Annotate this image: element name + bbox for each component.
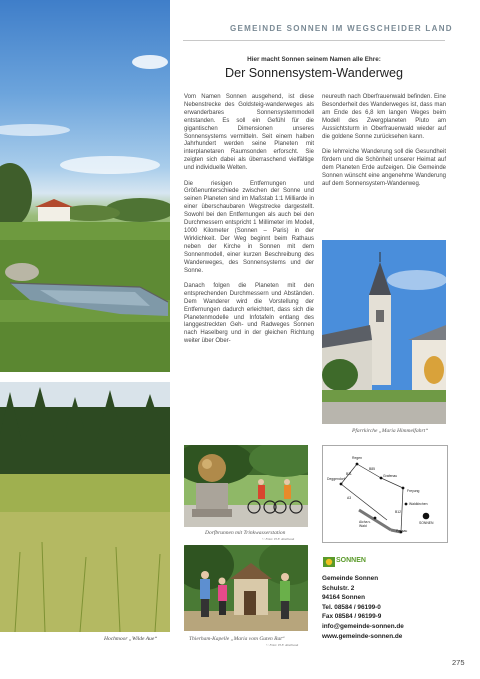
contact-city: 94164 Sonnen: [322, 594, 365, 602]
moor-caption: Hochmoor „Wilde Aue“: [104, 636, 158, 642]
map-label-grafenau: Grafenau: [383, 474, 398, 478]
paragraph: Die riesigen Entfernungen und Größenunterschiede zwischen der Sonne und seinen Planeten sind im Maßstab 1:1 Milliarde in einer überschaubaren Wegstrecke dargestellt. Sowohl bei den Entfernungen als auch bei den Durchmessern entspricht 1 Millimeter im Modell, 1000 Kilometer (Sonnen – Paris) in der Wirklichkeit. Der Weg beginnt beim Rathaus neben der Kirche in Sonnen mit dem Sonnenmodell, einer kurzen Beschreibung des Wanderweges, des Sonnensystems und der Sonne.: [184, 180, 314, 274]
sonnen-logo: [323, 556, 373, 570]
map-label-freyung: Freyung: [407, 489, 420, 493]
map-label-sonnen: SONNEN: [419, 521, 434, 525]
church-photo: [322, 240, 446, 424]
contact-block: [322, 574, 404, 641]
contact-name: Gemeinde Sonnen: [322, 575, 379, 582]
fountain-photo: [184, 445, 308, 527]
contact-website-link[interactable]: www.gemeinde-sonnen.de: [322, 632, 403, 640]
paragraph: Die lehrreiche Wanderung soll die Gesundheit fördern und die Schönheit unserer Heimat auf dem Planeten Erde aufzeigen. Die Gemeinde Sonnen wünscht eine angenehme Wanderung auf dem Sonnensystem-Wanderweg.: [322, 148, 446, 187]
map-label-regen: Regen: [352, 456, 362, 460]
church-illustration: [322, 240, 446, 424]
chapel-caption: Thierham-Kapelle „Maria vom Guten Rat“: [189, 636, 285, 642]
paragraph: Danach folgen die Planeten mit den entsprechenden Durchmessern und Abständen. Dem Wanderer wird die Vorstellung der Entfernungen dadurch erleichtert, dass sich die Planetenmodelle und Infotafeln entlang des langgestreckten Geh- und Radweges Sonnen nach Haselberg und in der gleichen Richtung weiter über Ober-: [184, 282, 314, 345]
article-column-2: [322, 94, 446, 196]
moor-photo: [0, 382, 170, 632]
contact-email-link[interactable]: info@gemeinde-sonnen.de: [322, 622, 404, 630]
chapel-photo-credit: © Foto: H.F. Abelhauk: [266, 643, 299, 647]
fountain-illustration: [184, 445, 308, 527]
map-label-waldkirchen: Waldkirchen: [409, 502, 428, 506]
logo-wordmark: SONNEN: [336, 557, 366, 564]
moor-illustration: [0, 382, 170, 632]
article-column-1: [184, 94, 314, 354]
region-map: [322, 445, 448, 543]
map-roads: [323, 446, 447, 542]
map-label-deggendorf: Deggendorf: [327, 477, 345, 481]
header-divider: [183, 40, 445, 41]
contact-fax: Fax 08584 / 96199-9: [322, 613, 382, 621]
map-label-b11: B11: [346, 472, 352, 476]
map-label-a3: A3: [347, 496, 352, 500]
region-header: GEMEINDE SONNEN IM WEGSCHEIDER LAND: [230, 24, 453, 33]
contact-street: Schulstr. 2: [322, 584, 355, 592]
meadow-pond-illustration: [0, 0, 170, 372]
map-label-b12: B12: [395, 510, 402, 514]
article-kicker: Hier macht Sonnen seinem Namen alle Ehre:: [247, 56, 381, 63]
contact-phone[interactable]: Tel. 08584 / 96199-0: [322, 603, 381, 611]
map-label-aicha: Aicha v. Wald: [359, 520, 371, 528]
meadow-pond-photo: [0, 0, 170, 372]
paragraph: neureuth nach Oberfrauenwald befinden. Eine Besonderheit des Wanderweges ist, dass man am Ende des 6,8 km langen Weges beim Modell des Zwergplaneten Pluto am Aussichtsturm in Oberfrauenwald wieder auf die goldene Sonne zurücksehen kann.: [322, 94, 446, 140]
church-caption: Pfarrkirche „Maria Himmelfahrt“: [352, 428, 429, 434]
paragraph: Vom Namen Sonnen ausgehend, ist diese Nebenstrecke des Goldsteig-wanderweges als erwanderbares Sonnensystemmodell entstanden. Es soll ein Gefühl für die gigantischen Dimensionen unseres Sonnensystems vermitteln. Seit einem halben Jahrhundert werden seine Planeten mit interplanetaren Raumsonden erforscht. Sie zeigten sich dabei als überraschend vielfältige und individuelle Welten.: [184, 94, 314, 172]
chapel-photo: [184, 545, 308, 631]
fountain-caption: Dorfbrunnen mit Trinkwasserstation: [205, 530, 286, 536]
chapel-illustration: [184, 545, 308, 631]
map-label-passau: Passau: [396, 529, 408, 533]
fountain-photo-credit: © Foto: H.F. Abelhauk: [262, 537, 295, 541]
page-number: 275: [452, 658, 465, 667]
map-label-b85: B85: [369, 467, 376, 471]
article-title: Der Sonnensystem-Wanderweg: [224, 66, 404, 80]
